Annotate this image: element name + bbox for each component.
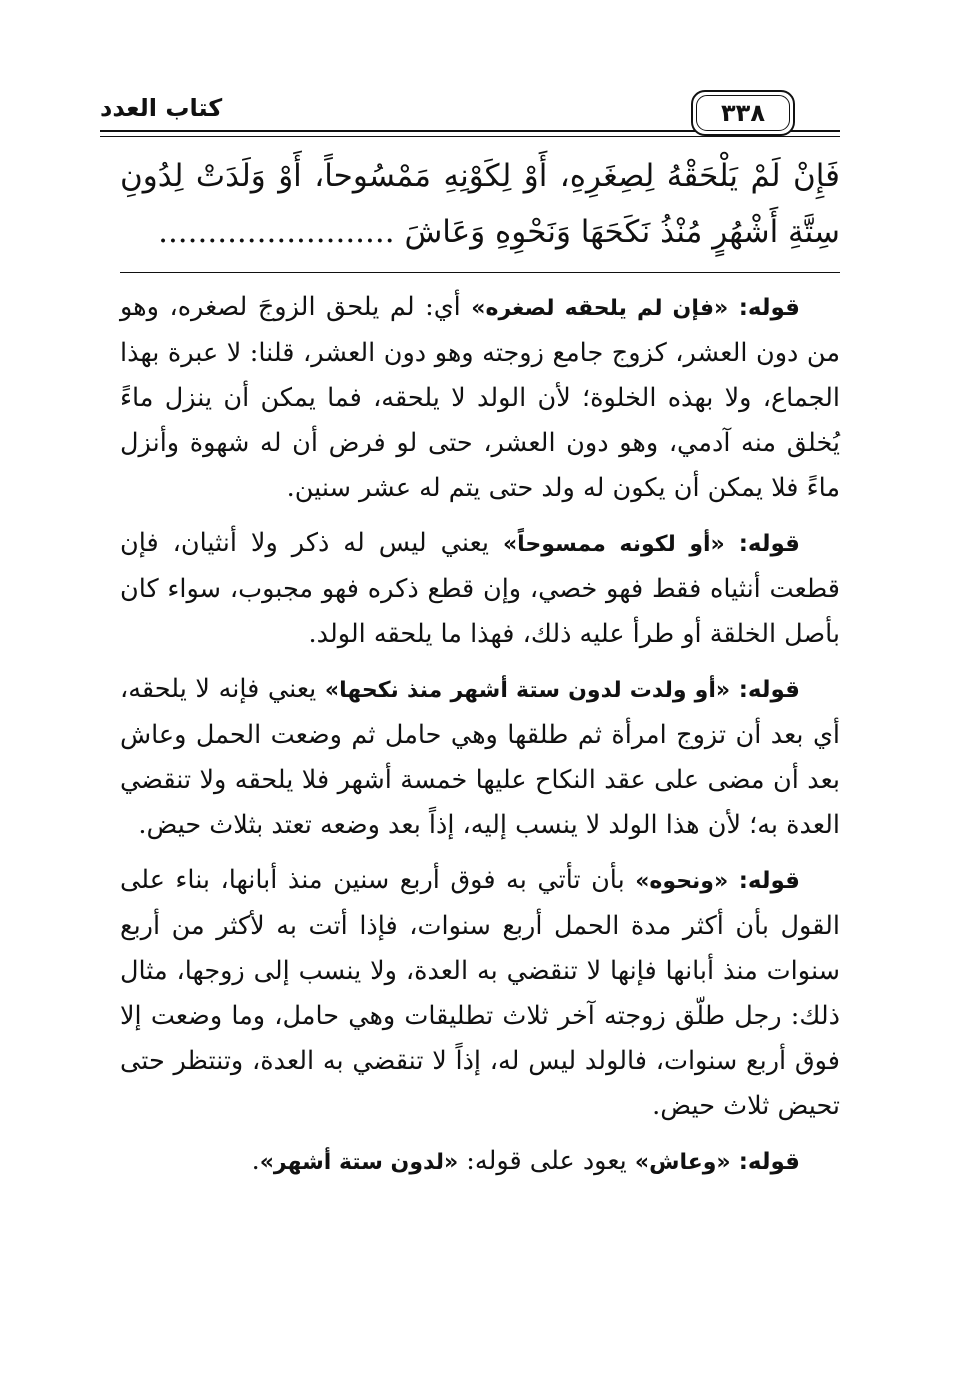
- para-text: أي: لم يلحق الزوجَ لصغره، وهو من دون العشر، كزوج جامع زوجته وهو دون العشر، قلنا: لا عبرة بهذا الجماع، ولا بهذه الخلوة؛ لأن الولد لا يلحقه، فما يمكن أن ينزل ماءً يُخلق منه آدمي، وهو دون العشر، حتى لو فرض أن له شهوة وأنزل ماءً فلا يمكن أن يكون له ولد حتى يتم له عشر سنين.: [120, 292, 840, 503]
- commentary-paragraph-5: [120, 1139, 840, 1185]
- para-quote: «أو ولدت لدون ستة أشهر منذ نكحها»: [324, 678, 731, 703]
- page-number: ٣٣٨: [691, 90, 795, 136]
- commentary-paragraph-2: [120, 521, 840, 657]
- header-rule-thin: [100, 136, 840, 137]
- para-quote: «أو لكونه ممسوحاً»: [502, 532, 725, 557]
- matn-line-2: سِتَّةِ أَشْهُرٍ مُنْذُ نَكَحَهَا وَنَحْوِهِ وَعَاشَ ........................: [158, 214, 840, 250]
- para-tail: .: [251, 1146, 260, 1176]
- commentary-paragraph-3: [120, 667, 840, 848]
- running-title: كتاب العدد: [100, 94, 223, 122]
- matn-text: [120, 148, 840, 260]
- para-quote: «ونحوه»: [635, 869, 729, 894]
- commentary-paragraph-1: [120, 285, 840, 511]
- para-quote: «فإن لم يلحقه لصغره»: [471, 296, 729, 321]
- para-text: يعود على قوله:: [458, 1146, 635, 1176]
- para-tail-quote: «لدون ستة أشهر»: [259, 1150, 459, 1175]
- para-lead: قوله:: [738, 295, 800, 321]
- para-text: بأن تأتي به فوق أربع سنين منذ أبانها، بناء على القول بأن أكثر مدة الحمل أربع سنوات، فإذا أتت به لأكثر من أربع سنوات منذ أبانها فإنها لا تنقضي به العدة، ولا ينسب إلى زوجها، مثال ذلك: رجل طلّق زوجته آخر ثلاث تطليقات وهي حامل، وما وضعت إلا فوق أربع سنوات، فالولد ليس له، إذاً لا تنقضي به العدة، وتنتظر حتى تحيض ثلاث حيض.: [120, 865, 840, 1121]
- para-quote: «وعاش»: [634, 1150, 731, 1175]
- para-lead: قوله:: [738, 868, 800, 894]
- commentary-paragraph-4: [120, 858, 840, 1129]
- para-text: يعني فإنه لا يلحقه، أي بعد أن تزوج امرأة ثم طلقها وهي حامل ثم وضعت الحمل وعاش بعد أن مضى على عقد النكاح عليها خمسة أشهر فلا يلحقه ولا تنقضي العدة به؛ لأن هذا الولد لا ينسب إليه، إذاً بعد وضعه تعتد بثلاث حيض.: [120, 674, 840, 840]
- matn-line-1: فَإِنْ لَمْ يَلْحَقْهُ لِصِغَرِهِ، أَوْ لِكَوْنِهِ مَمْسُوحاً، أَوْ وَلَدَتْ لِدُونِ: [120, 158, 840, 194]
- commentary: [120, 285, 840, 1195]
- para-text: يعني ليس له ذكر ولا أنثيان، فإن قطعت أنثياه فقط فهو خصي، وإن قطع ذكره فهو مجبوب، سواء كان بأصل الخلقة أو طرأ عليه ذلك، فهذا ما يلحقه الولد.: [120, 528, 840, 649]
- para-lead: قوله:: [738, 1149, 800, 1175]
- page-header: [100, 88, 840, 143]
- para-lead: قوله:: [738, 677, 800, 703]
- matn-divider: [120, 272, 840, 273]
- para-lead: قوله:: [738, 531, 800, 557]
